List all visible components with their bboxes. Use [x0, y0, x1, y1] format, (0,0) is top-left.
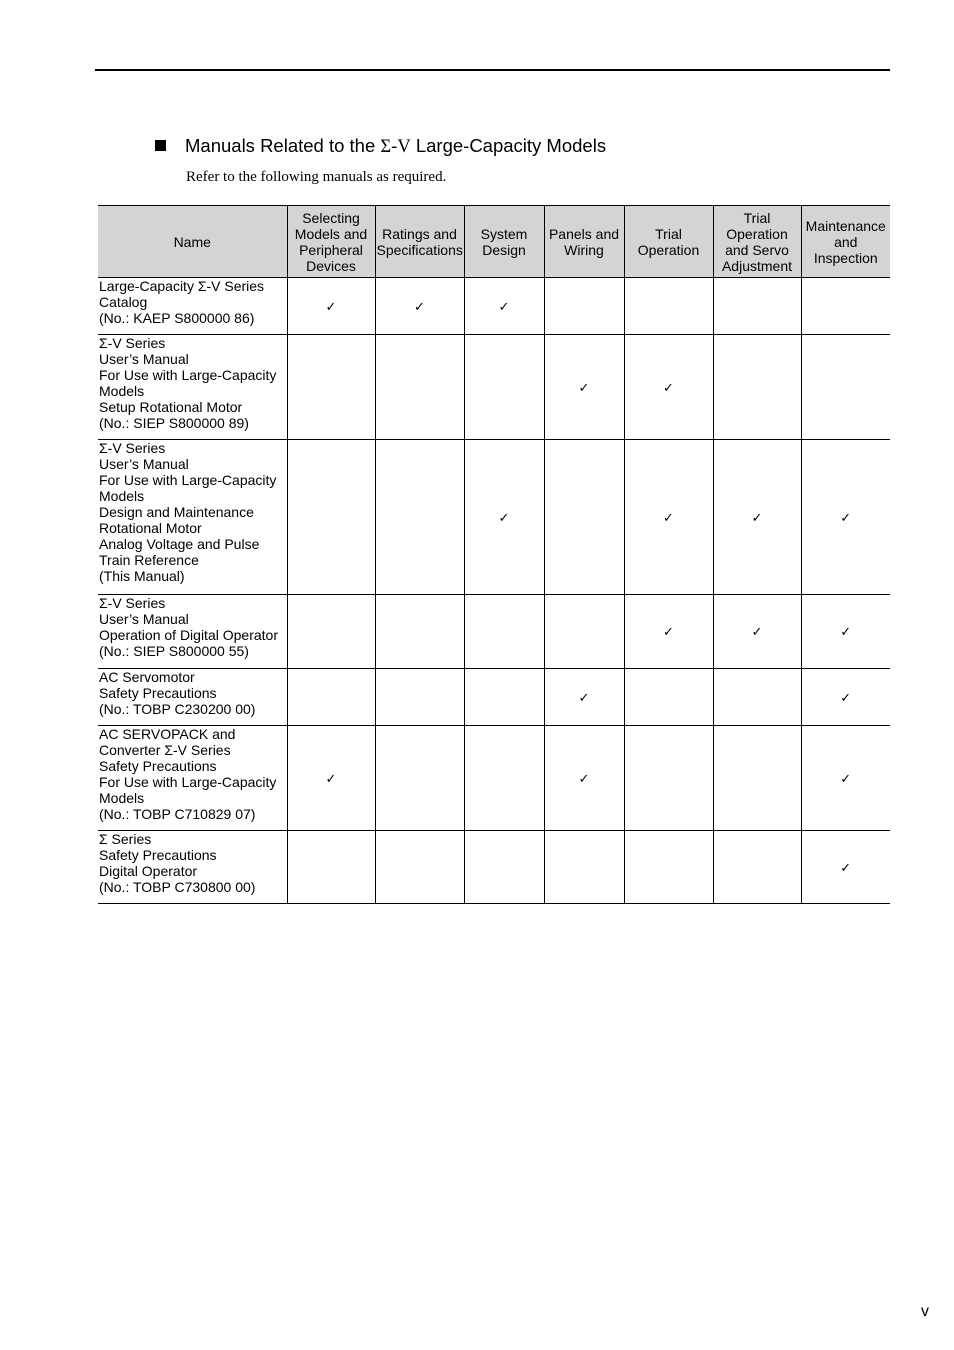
manual-name: AC SERVOPACK and Converter Σ-V Series Safety Precautions For Use with Large-Capacity Models (No.: TOBP C710829 07) [98, 726, 287, 831]
check-mark-icon: ✓ [663, 509, 674, 525]
top-rule [95, 69, 890, 71]
check-cell [464, 726, 544, 831]
check-cell [375, 831, 464, 904]
table-body [98, 278, 890, 904]
manual-name: Σ-V Series User’s Manual For Use with Large-Capacity Models Setup Rotational Motor (No.: SIEP S800000 89) [98, 335, 287, 440]
check-cell [375, 669, 464, 726]
check-cell [801, 595, 890, 669]
check-cell [801, 335, 890, 440]
check-cell [713, 335, 801, 440]
check-cell [624, 440, 713, 595]
check-cell [287, 440, 375, 595]
header-name: Name [98, 206, 287, 278]
check-cell [624, 278, 713, 335]
check-cell [544, 335, 624, 440]
table-row [98, 278, 890, 335]
table-row [98, 831, 890, 904]
check-mark-icon: ✓ [498, 298, 510, 314]
check-cell [624, 669, 713, 726]
table-row [98, 335, 890, 440]
check-mark-icon: ✓ [414, 298, 425, 314]
header-system-design: System Design [464, 206, 544, 278]
check-cell [624, 335, 713, 440]
check-cell [544, 595, 624, 669]
manual-name: Σ-V Series User’s Manual Operation of Digital Operator (No.: SIEP S800000 55) [98, 595, 287, 669]
check-cell [375, 278, 464, 335]
check-mark-icon: ✓ [840, 689, 852, 705]
table-row [98, 440, 890, 595]
check-mark-icon: ✓ [578, 770, 590, 786]
check-cell [375, 595, 464, 669]
table-header-row [98, 206, 890, 278]
check-cell [287, 595, 375, 669]
check-cell [464, 278, 544, 335]
check-cell [801, 278, 890, 335]
intro-text: Refer to the following manuals as required. [186, 169, 447, 185]
check-cell [287, 726, 375, 831]
check-cell [464, 595, 544, 669]
check-cell [287, 669, 375, 726]
heading-suffix: Large-Capacity Models [410, 135, 607, 156]
manual-name: AC Servomotor Safety Precautions (No.: TOBP C230200 00) [98, 669, 287, 726]
check-cell [801, 440, 890, 595]
header-maintenance: Maintenance and Inspection [801, 206, 890, 278]
check-cell [544, 669, 624, 726]
table-row [98, 595, 890, 669]
check-mark-icon: ✓ [840, 770, 852, 786]
manual-name: Σ Series Safety Precautions Digital Operator (No.: TOBP C730800 00) [98, 831, 287, 904]
check-cell [713, 595, 801, 669]
check-cell [801, 831, 890, 904]
header-servo-adjustment: Trial Operation and Servo Adjustment [713, 206, 801, 278]
check-cell [801, 726, 890, 831]
header-ratings: Ratings and Specifications [375, 206, 464, 278]
manuals-table [98, 205, 890, 904]
header-panels-wiring: Panels and Wiring [544, 206, 624, 278]
check-cell [375, 440, 464, 595]
check-mark-icon: ✓ [840, 624, 852, 639]
check-cell [713, 726, 801, 831]
check-mark-icon: ✓ [498, 509, 510, 525]
check-cell [464, 831, 544, 904]
check-cell [287, 831, 375, 904]
header-selecting-models: Selecting Models and Peripheral Devices [287, 206, 375, 278]
check-cell [464, 669, 544, 726]
check-mark-icon: ✓ [751, 624, 763, 639]
check-cell [464, 335, 544, 440]
heading-sigma-v: Σ-V [380, 137, 411, 157]
table-row [98, 669, 890, 726]
check-cell [713, 278, 801, 335]
check-cell [544, 726, 624, 831]
check-mark-icon: ✓ [751, 509, 763, 525]
check-cell [287, 335, 375, 440]
check-cell [375, 335, 464, 440]
check-cell [624, 726, 713, 831]
check-cell [624, 831, 713, 904]
check-cell [624, 595, 713, 669]
manual-name: Σ-V Series User’s Manual For Use with Large-Capacity Models Design and Maintenance Rotational Motor Analog Voltage and Pulse Train Reference (This Manual) [98, 440, 287, 595]
check-cell [544, 440, 624, 595]
check-cell [801, 669, 890, 726]
table-row [98, 726, 890, 831]
check-mark-icon: ✓ [325, 770, 337, 786]
heading-prefix: Manuals Related to the [185, 135, 381, 156]
check-mark-icon: ✓ [578, 689, 590, 705]
check-mark-icon: ✓ [663, 379, 674, 395]
square-bullet-icon [155, 140, 166, 151]
page-number: v [921, 1303, 929, 1320]
check-cell [713, 831, 801, 904]
check-mark-icon: ✓ [840, 509, 852, 525]
check-mark-icon: ✓ [325, 298, 337, 314]
header-trial-operation: Trial Operation [624, 206, 713, 278]
check-mark-icon: ✓ [840, 859, 852, 875]
manual-name: Large-Capacity Σ-V Series Catalog (No.: KAEP S800000 86) [98, 278, 287, 335]
check-cell [287, 278, 375, 335]
check-mark-icon: ✓ [663, 624, 674, 639]
check-cell [375, 726, 464, 831]
check-cell [464, 440, 544, 595]
check-cell [544, 278, 624, 335]
check-cell [713, 440, 801, 595]
check-cell [713, 669, 801, 726]
check-mark-icon: ✓ [578, 379, 590, 395]
section-heading [155, 134, 606, 159]
check-cell [544, 831, 624, 904]
